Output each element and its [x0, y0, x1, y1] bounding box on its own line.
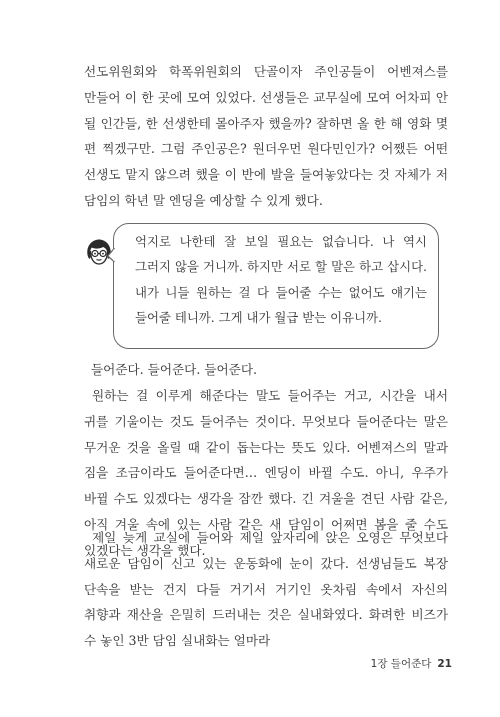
body-paragraph: 원하는 걸 이루게 해준다는 말도 들어주는 거고, 시간을 내서 귀를 기울이는 것도 들어주는 것이다. 무엇보다 들어준다는 말은 무거운 것을 올릴 때 같이 돕는다는 뜻도 있다. 어벤져스의 말과 짐을 조금이라도 들어준다면… 엔딩이 바뀔 수도. 아니, 우주가 바뀔 수도 있겠다는 생각을 잠깐 했다. 긴 겨울을 견딘 사람 같은, 아직 겨울 속에 있는 사람 같은 새 담임이 어쩌면 봄을 줄 수도 있겠다는 생각을 했다. [84, 388, 448, 558]
short-line: 들어준다. 들어준다. 들어준다. [91, 362, 258, 377]
speech-bubble-text: 억지로 나한테 잘 보일 필요는 없습니다. 나 역시 그러지 않을 거니까. 하지만 서로 할 말은 하고 삽시다. 내가 니들 원하는 걸 다 들어줄 수는 없어도 얘기는 들어줄 테니까. 그게 내가 월급 받는 이유니까. [135, 234, 427, 326]
body-paragraph: 제일 늦게 교실에 들어와 제일 앞자리에 앉은 오영은 무엇보다 새로운 담임이 신고 있는 운동화에 눈이 갔다. 선생님들도 복장 단속을 받는 건지 다들 거기서 거기인 옷차림 속에서 자신의 취향과 재산을 은밀히 드러내는 것은 실내화였다. 화려한 비즈가 수 놓인 3반 담임 실내화는 얼마라 [84, 530, 448, 649]
chapter-title: 1장 들어준다 [370, 658, 432, 670]
body-paragraph: 선도위원회와 학폭위원회의 단골이자 주인공들이 어벤져스를 만들어 이 한 곳에 모여 있었다. 선생들은 교무실에 모여 어차피 안 될 인간들, 한 선생한테 몰아주자 했을까? 잘하면 올 한 해 영화 몇 편 찍겠구만. 그럼 주인공은? 원더우먼 원다민인가? 어쨌든 어떤 선생도 맡지 않으려 했을 이 반에 발을 들여놓았다는 것 자체가 저 담임의 학년 말 엔딩을 예상할 수 있게 했다. [84, 64, 448, 208]
page-number: 21 [437, 658, 452, 670]
page-footer [371, 656, 452, 671]
speech-bubble-tail [107, 247, 121, 265]
